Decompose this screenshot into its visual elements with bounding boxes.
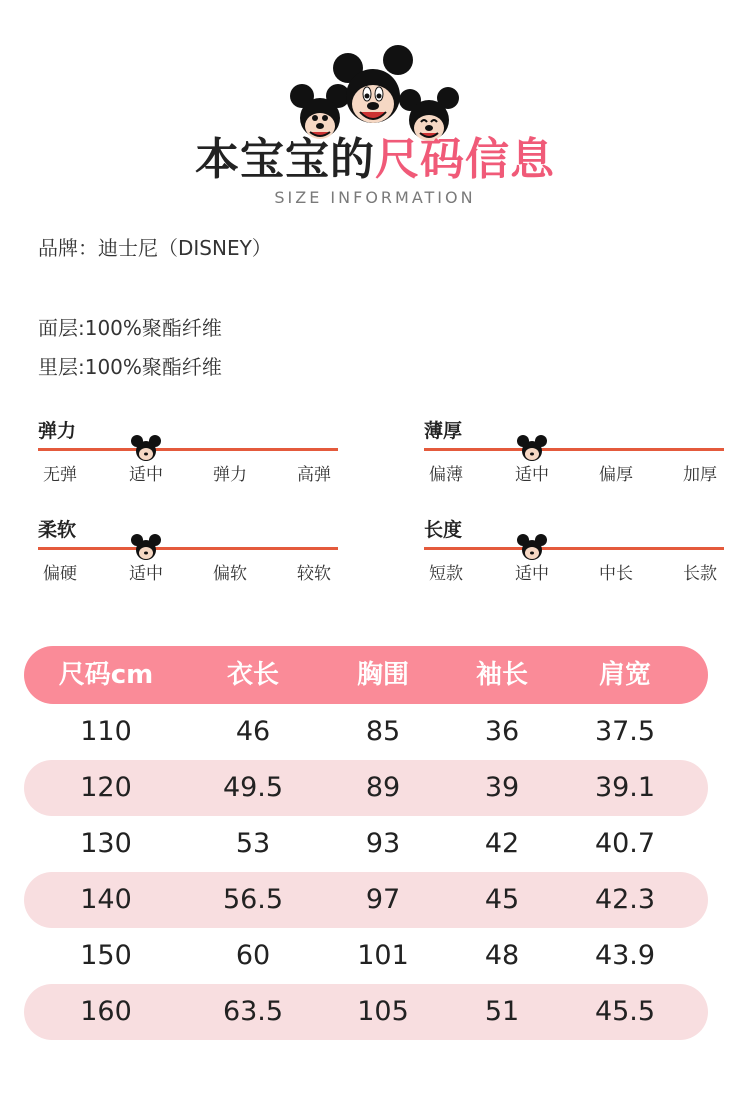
scale-option: 适中 bbox=[515, 465, 549, 485]
table-cell: 63.5 bbox=[222, 996, 284, 1027]
scale-option: 适中 bbox=[515, 564, 549, 584]
scale-option: 较软 bbox=[297, 564, 331, 584]
page-title bbox=[0, 132, 750, 188]
scale-option: 偏厚 bbox=[599, 465, 633, 485]
table-cell: 105 bbox=[357, 996, 409, 1027]
table-row bbox=[24, 704, 708, 760]
scale-elasticity bbox=[38, 416, 338, 486]
scale-length bbox=[424, 515, 724, 585]
table-cell: 130 bbox=[80, 828, 132, 859]
table-cell: 42.3 bbox=[594, 884, 656, 915]
scale-label: 柔软 bbox=[38, 519, 77, 541]
title-dark-part: 本宝宝的 bbox=[195, 134, 375, 185]
table-header bbox=[24, 646, 708, 704]
scale-option: 短款 bbox=[429, 564, 463, 584]
table-cell: 60 bbox=[235, 940, 271, 971]
scale-line bbox=[424, 448, 724, 451]
header-shoulder: 肩宽 bbox=[598, 660, 652, 690]
table-cell: 110 bbox=[80, 716, 132, 747]
table-cell: 40.7 bbox=[594, 828, 656, 859]
header-sleeve: 袖长 bbox=[475, 660, 529, 690]
scale-option: 偏硬 bbox=[43, 564, 77, 584]
scale-thickness bbox=[424, 416, 724, 486]
table-cell: 39.1 bbox=[594, 772, 656, 803]
brand-line: 品牌：迪士尼（DISNEY） bbox=[38, 236, 272, 260]
table-cell: 51 bbox=[484, 996, 520, 1027]
scale-option: 无弹 bbox=[43, 465, 77, 485]
table-cell: 42 bbox=[484, 828, 520, 859]
table-cell: 85 bbox=[365, 716, 401, 747]
table-cell: 48 bbox=[484, 940, 520, 971]
table-cell: 97 bbox=[365, 884, 401, 915]
scale-option: 偏软 bbox=[213, 564, 247, 584]
table-cell: 36 bbox=[484, 716, 520, 747]
header-size: 尺码cm bbox=[58, 660, 154, 690]
table-cell: 56.5 bbox=[222, 884, 284, 915]
table-row bbox=[24, 928, 708, 984]
mickey-head-left-icon bbox=[290, 84, 350, 139]
table-cell: 46 bbox=[235, 716, 271, 747]
table-cell: 101 bbox=[357, 940, 409, 971]
scale-label: 薄厚 bbox=[424, 420, 463, 442]
scale-option: 长款 bbox=[683, 564, 717, 584]
scale-option: 中长 bbox=[599, 564, 633, 584]
page-subtitle: SIZE INFORMATION bbox=[274, 188, 476, 207]
scale-label: 长度 bbox=[424, 519, 463, 541]
scale-line bbox=[38, 448, 338, 451]
scale-option: 弹力 bbox=[213, 465, 247, 485]
table-cell: 93 bbox=[365, 828, 401, 859]
scale-option: 加厚 bbox=[683, 465, 717, 485]
table-row bbox=[24, 872, 708, 928]
scale-option: 适中 bbox=[129, 564, 163, 584]
scale-line bbox=[38, 547, 338, 550]
scale-label: 弹力 bbox=[38, 420, 77, 442]
table-cell: 53 bbox=[235, 828, 271, 859]
table-cell: 160 bbox=[80, 996, 132, 1027]
scale-option: 偏薄 bbox=[429, 465, 463, 485]
table-cell: 49.5 bbox=[222, 772, 284, 803]
table-cell: 89 bbox=[365, 772, 401, 803]
table-row bbox=[24, 816, 708, 872]
table-row bbox=[24, 984, 708, 1040]
table-cell: 45 bbox=[484, 884, 520, 915]
scale-option: 高弹 bbox=[297, 465, 331, 485]
scale-line bbox=[424, 547, 724, 550]
outer-layer-line: 面层:100%聚酯纤维 bbox=[38, 316, 222, 340]
scale-option: 适中 bbox=[129, 465, 163, 485]
table-cell: 39 bbox=[484, 772, 520, 803]
header-chest: 胸围 bbox=[356, 660, 410, 690]
table-cell: 150 bbox=[80, 940, 132, 971]
inner-layer-line: 里层:100%聚酯纤维 bbox=[38, 355, 222, 379]
table-cell: 37.5 bbox=[594, 716, 656, 747]
table-cell: 140 bbox=[80, 884, 132, 915]
mickey-head-center-icon bbox=[333, 45, 413, 123]
title-pink-part: 尺码信息 bbox=[375, 134, 555, 185]
scale-softness bbox=[38, 515, 338, 585]
table-row bbox=[24, 760, 708, 816]
size-table bbox=[24, 646, 708, 1040]
header-length: 衣长 bbox=[226, 660, 280, 690]
table-cell: 120 bbox=[80, 772, 132, 803]
table-cell: 45.5 bbox=[594, 996, 656, 1027]
table-cell: 43.9 bbox=[594, 940, 656, 971]
